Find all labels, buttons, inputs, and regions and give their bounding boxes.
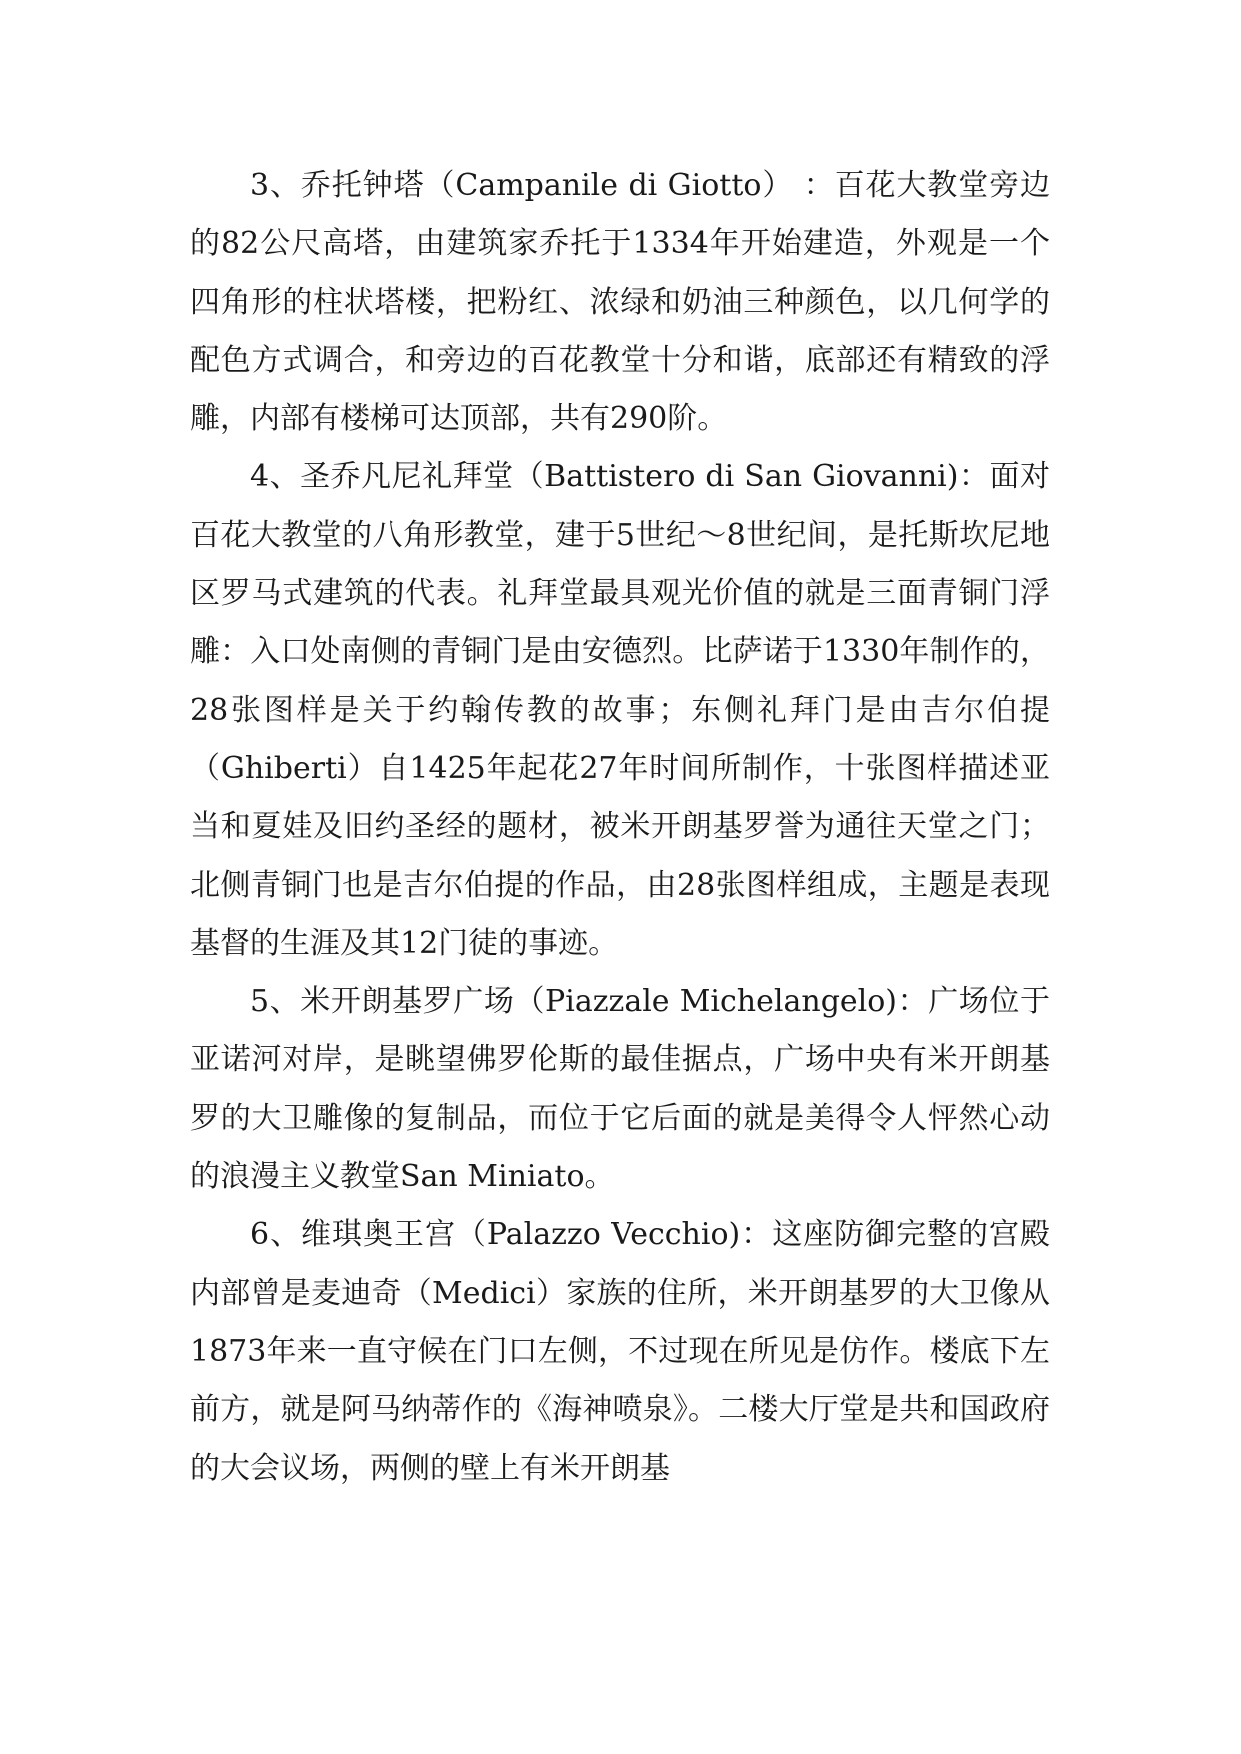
document-body xyxy=(190,157,1050,1498)
paragraph-palazzo-vecchio: 6、维琪奥王宫（Palazzo Vecchio)：这座防御完整的宫殿内部曾是麦迪奇（Medici）家族的住所，米开朗基罗的大卫像从1873年来一直守候在门口左侧，不过现在所见是仿作。楼底下左前方，就是阿马纳蒂作的《海神喷泉》。二楼大厅堂是共和国政府的大会议场，两侧的壁上有米开朗基 xyxy=(190,1217,1050,1486)
paragraph-campanile-di-giotto: 3、乔托钟塔（Campanile di Giotto） ：百花大教堂旁边的82公尺高塔，由建筑家乔托于1334年开始建造，外观是一个四角形的柱状塔楼，把粉红、浓绿和奶油三种颜色，以几何学的配色方式调合，和旁边的百花教堂十分和谐，底部还有精致的浮雕，内部有楼梯可达顶部，共有290阶。 xyxy=(190,168,1050,437)
paragraph-piazzale-michelangelo: 5、米开朗基罗广场（Piazzale Michelangelo)：广场位于亚诺河对岸，是眺望佛罗伦斯的最佳据点，广场中央有米开朗基罗的大卫雕像的复制品，而位于它后面的就是美得令人怦然心动的浪漫主义教堂San Miniato。 xyxy=(190,984,1050,1195)
paragraph-battistero-di-san-giovanni: 4、圣乔凡尼礼拜堂（Battistero di San Giovanni)：面对百花大教堂的八角形教堂，建于5世纪～8世纪间，是托斯坎尼地区罗马式建筑的代表。礼拜堂最具观光价值的就是三面青铜门浮雕：入口处南侧的青铜门是由安德烈。比萨诺于1330年制作的，28张图样是关于约翰传教的故事；东侧礼拜门是由吉尔伯提（Ghiberti）自1425年起花27年时间所制作，十张图样描述亚当和夏娃及旧约圣经的题材，被米开朗基罗誉为通往天堂之门；北侧青铜门也是吉尔伯提的作品，由28张图样组成，主题是表现基督的生涯及其12门徒的事迹。 xyxy=(190,459,1050,961)
